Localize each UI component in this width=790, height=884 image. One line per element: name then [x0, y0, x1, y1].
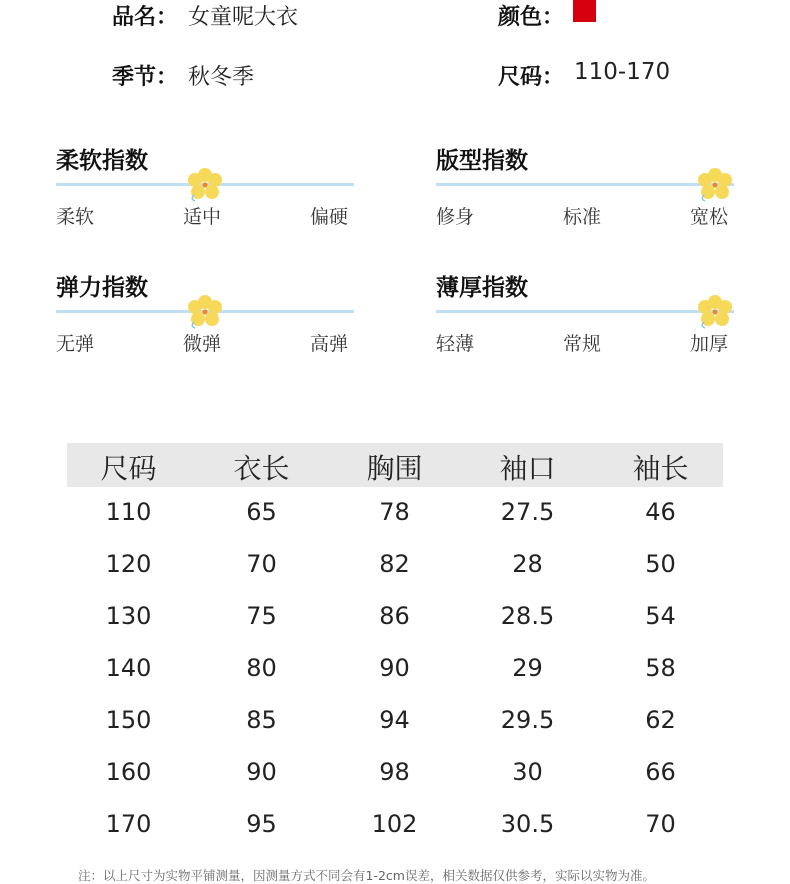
color-swatch — [573, 0, 596, 22]
flower-marker-icon — [696, 295, 734, 329]
table-cell: 29.5 — [500, 706, 555, 734]
index-option: 加厚 — [690, 333, 729, 355]
table-cell: 90 — [379, 654, 410, 682]
season-value: 秋冬季 — [188, 65, 255, 90]
table-cell: 90 — [246, 758, 277, 786]
table-cell: 86 — [379, 602, 410, 630]
table-cell: 80 — [246, 654, 277, 682]
table-cell: 110 — [105, 498, 152, 526]
table-cell: 66 — [645, 758, 676, 786]
index-option: 偏硬 — [310, 206, 349, 228]
table-cell: 98 — [379, 758, 410, 786]
table-cell: 65 — [246, 498, 277, 526]
table-cell: 160 — [105, 758, 152, 786]
table-header-cell: 袖长 — [632, 452, 689, 485]
table-cell: 85 — [246, 706, 277, 734]
table-cell: 102 — [371, 810, 418, 838]
table-cell: 27.5 — [500, 498, 555, 526]
measurement-note: 注：以上尺寸为实物平铺测量，因测量方式不同会有1-2cm误差，相关数据仅供参考，实际以实物为准。 — [78, 868, 655, 883]
table-cell: 28.5 — [500, 602, 555, 630]
index-option: 柔软 — [56, 206, 95, 228]
flower-marker-icon — [186, 168, 224, 202]
table-header-cell: 尺码 — [100, 452, 157, 485]
index-title: 弹力指数 — [56, 275, 148, 301]
size-label: 尺码： — [498, 65, 565, 90]
table-cell: 75 — [246, 602, 277, 630]
index-option: 轻薄 — [436, 333, 475, 355]
table-header-cell: 衣长 — [233, 452, 290, 485]
index-title: 柔软指数 — [56, 148, 148, 174]
index-option: 适中 — [183, 206, 222, 228]
table-cell: 46 — [645, 498, 676, 526]
table-header-cell: 胸围 — [366, 452, 423, 485]
table-cell: 150 — [105, 706, 152, 734]
name-label: 品名： — [112, 5, 179, 30]
index-title: 薄厚指数 — [436, 275, 528, 301]
table-cell: 50 — [645, 550, 676, 578]
index-option: 无弹 — [56, 333, 95, 355]
table-cell: 95 — [246, 810, 277, 838]
index-option: 高弹 — [310, 333, 349, 355]
table-cell: 140 — [105, 654, 152, 682]
index-option: 修身 — [436, 206, 475, 228]
index-track — [436, 310, 734, 313]
table-cell: 120 — [105, 550, 152, 578]
index-option: 标准 — [563, 206, 602, 228]
table-header-cell: 袖口 — [499, 452, 556, 485]
index-title: 版型指数 — [436, 148, 528, 174]
table-cell: 30 — [512, 758, 543, 786]
index-track — [436, 183, 734, 186]
flower-marker-icon — [186, 295, 224, 329]
index-option: 常规 — [563, 333, 602, 355]
table-cell: 78 — [379, 498, 410, 526]
table-cell: 70 — [645, 810, 676, 838]
table-cell: 70 — [246, 550, 277, 578]
table-cell: 94 — [379, 706, 410, 734]
table-cell: 62 — [645, 706, 676, 734]
flower-marker-icon — [696, 168, 734, 202]
name-value: 女童呢大衣 — [188, 5, 299, 30]
table-cell: 130 — [105, 602, 152, 630]
index-option: 宽松 — [690, 206, 729, 228]
table-cell: 30.5 — [500, 810, 555, 838]
table-cell: 82 — [379, 550, 410, 578]
index-option: 微弹 — [183, 333, 222, 355]
table-cell: 29 — [512, 654, 543, 682]
size-value: 110-170 — [574, 59, 671, 85]
table-cell: 54 — [645, 602, 676, 630]
season-label: 季节： — [112, 65, 179, 90]
table-cell: 170 — [105, 810, 152, 838]
color-label: 颜色： — [498, 5, 565, 30]
table-cell: 28 — [512, 550, 543, 578]
table-cell: 58 — [645, 654, 676, 682]
